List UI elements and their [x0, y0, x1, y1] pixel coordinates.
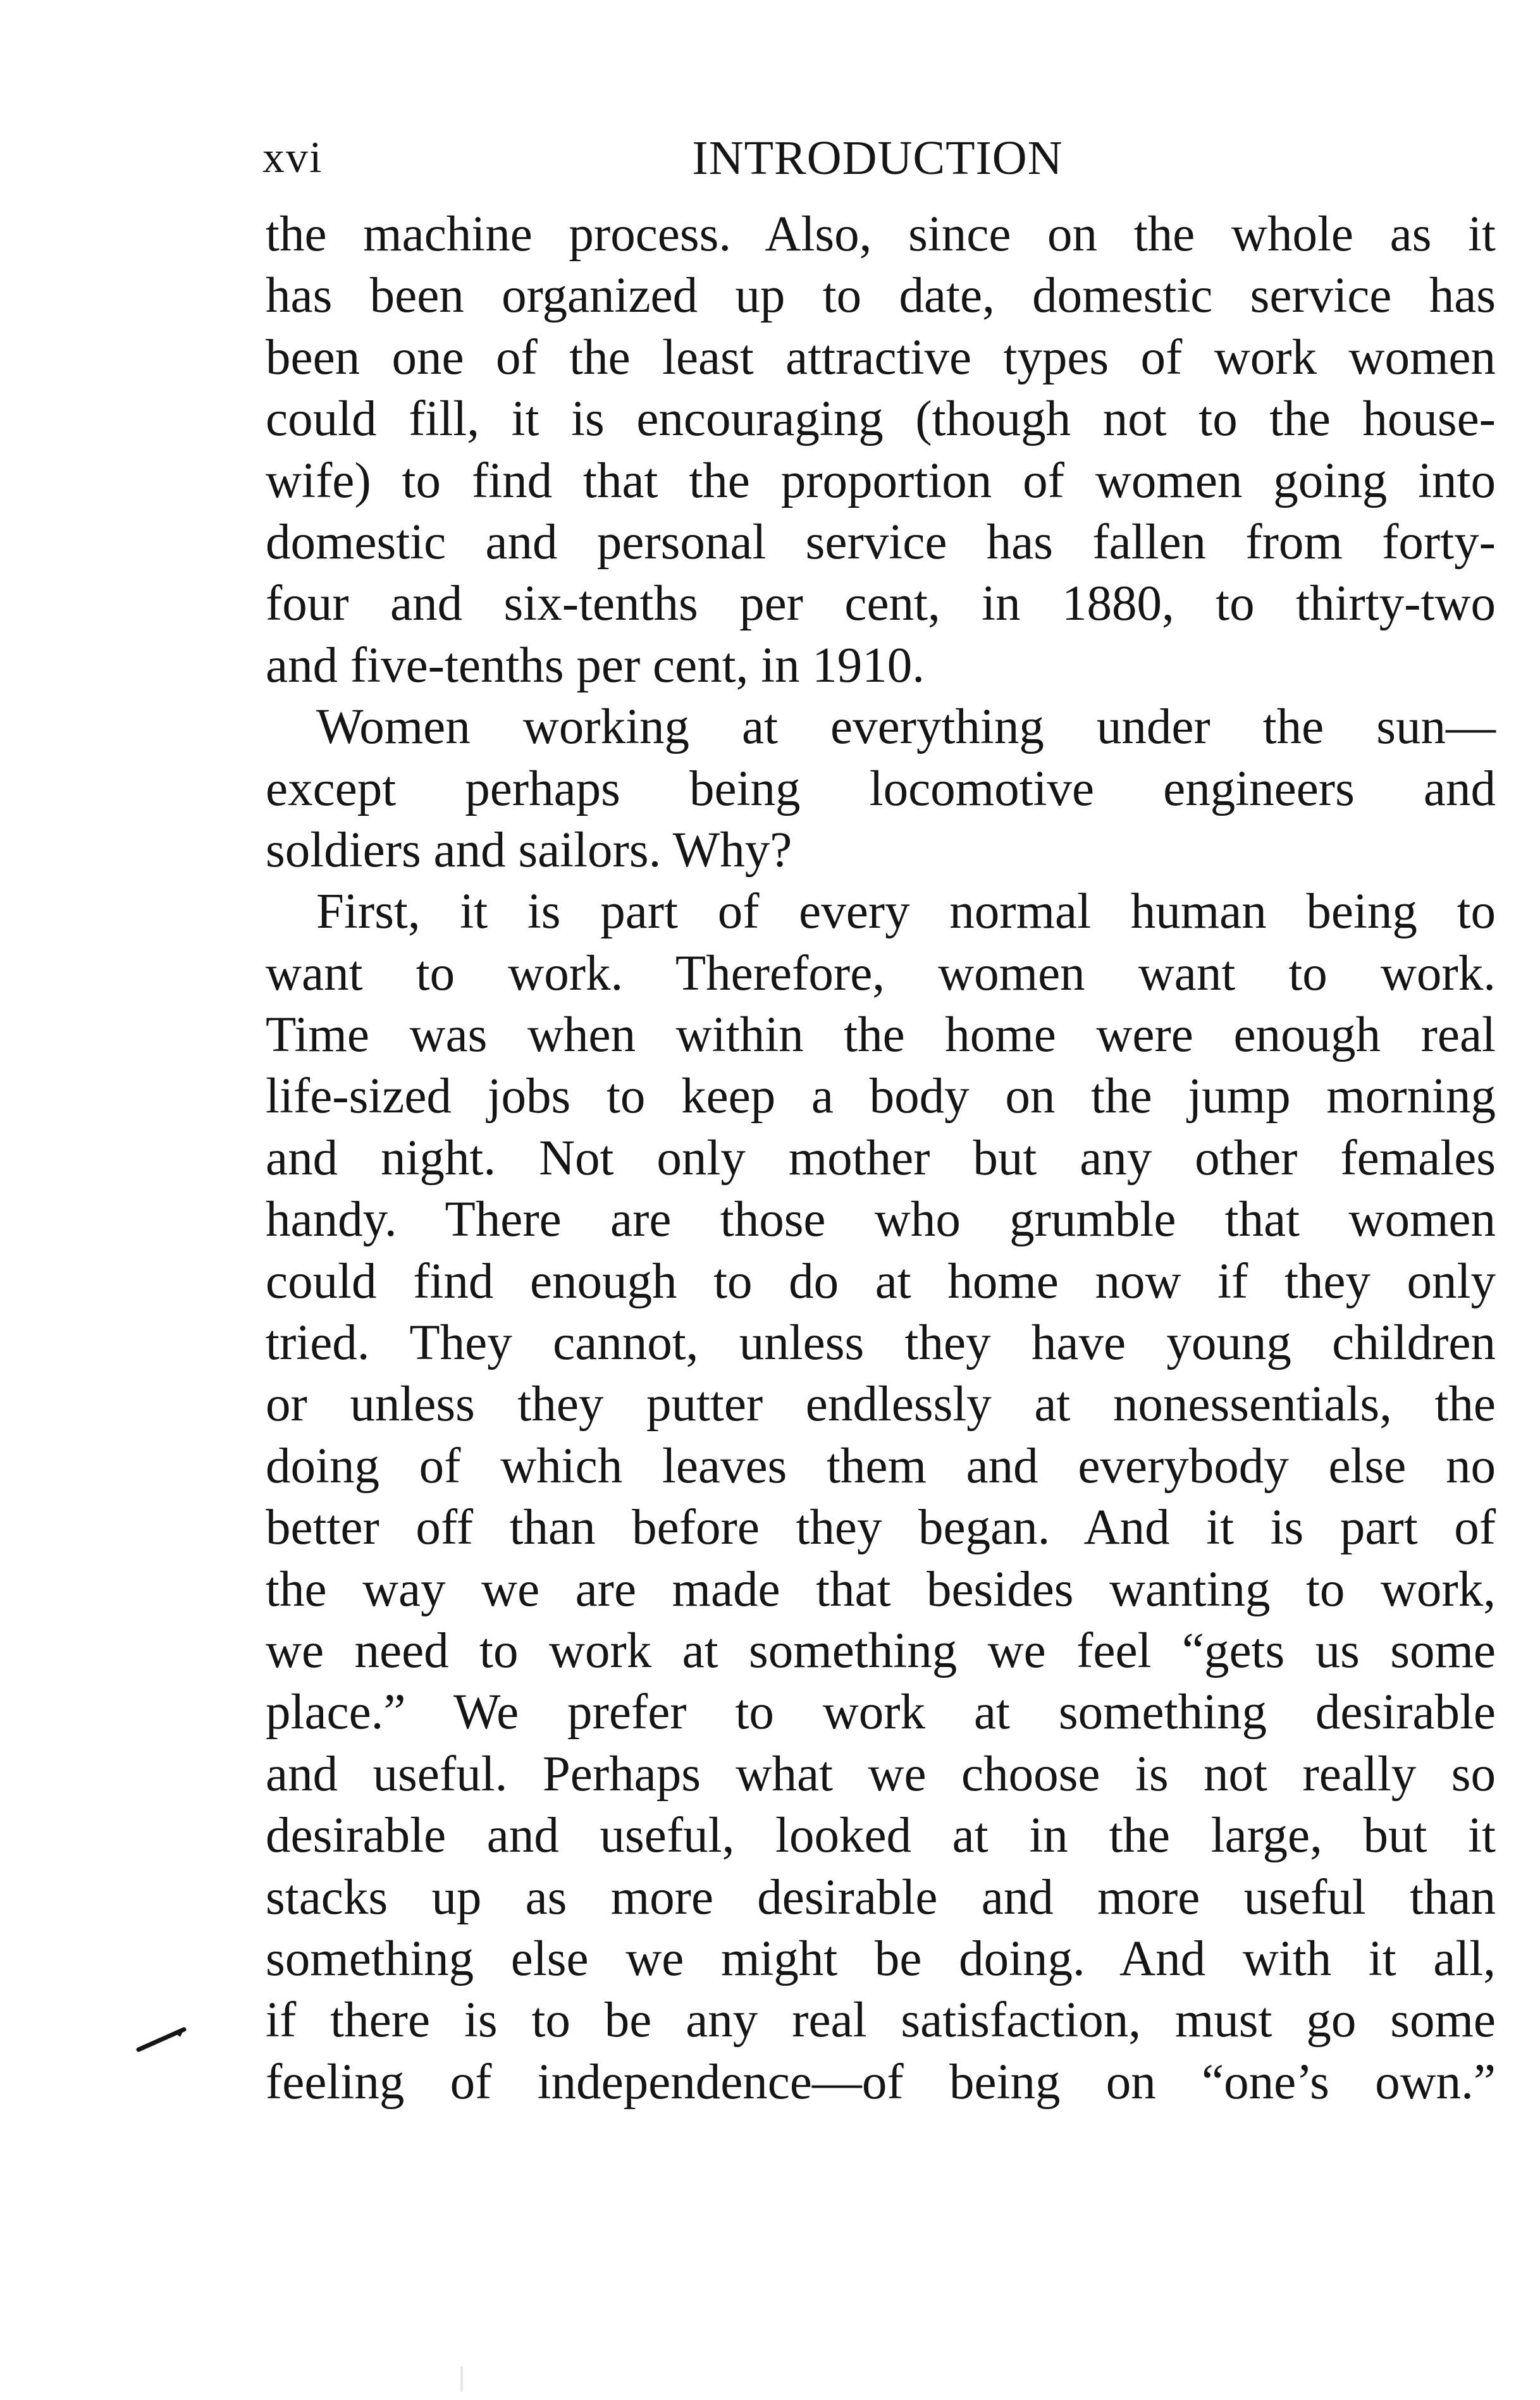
- running-title: INTRODUCTION: [692, 132, 1063, 185]
- paper-speck: [460, 2366, 463, 2392]
- text-line: something else we might be doing. And with it all,: [266, 1931, 1496, 1986]
- text-line: First, it is part of every normal human being to: [316, 884, 1496, 940]
- text-line: Women working at everything under the sun—: [316, 699, 1496, 755]
- text-line: and useful. Perhaps what we choose is not really so: [266, 1746, 1496, 1802]
- text-line: better off than before they began. And it is part of: [266, 1500, 1496, 1556]
- text-line: want to work. Therefore, women want to work.: [266, 945, 1496, 1001]
- text-line: handy. There are those who grumble that women: [266, 1192, 1496, 1248]
- text-line: the machine process. Also, since on the whole as it: [266, 207, 1496, 262]
- running-head: [262, 123, 1493, 193]
- text-line: Time was when within the home were enough real: [266, 1007, 1496, 1063]
- text-line: and night. Not only mother but any other females: [266, 1130, 1496, 1186]
- text-line: feeling of independence—of being on “one’s own.”: [266, 2054, 1496, 2110]
- text-line: desirable and useful, looked at in the large, but it: [266, 1808, 1496, 1864]
- text-line: wife) to find that the proportion of women going into: [266, 453, 1496, 508]
- body-text: [266, 204, 1496, 2113]
- text-line: could fill, it is encouraging (though not to the house-: [266, 391, 1496, 447]
- text-line: doing of which leaves them and everybody else no: [266, 1438, 1496, 1494]
- text-line: could find enough to do at home now if they only: [266, 1253, 1496, 1309]
- text-line: soldiers and sailors. Why?: [266, 822, 792, 878]
- text-line: four and six-tenths per cent, in 1880, to thirty-two: [266, 576, 1496, 632]
- text-line: we need to work at something we feel “gets us some: [266, 1623, 1496, 1678]
- text-line: the way we are made that besides wanting to work,: [266, 1561, 1496, 1617]
- text-line: life-sized jobs to keep a body on the jump morning: [266, 1069, 1496, 1124]
- text-line: or unless they putter endlessly at nonessentials, the: [266, 1377, 1496, 1432]
- pencil-mark-icon: [136, 2027, 187, 2052]
- text-line: and five-tenths per cent, in 1910.: [266, 637, 925, 693]
- page-number: xvi: [262, 133, 323, 182]
- text-line: been one of the least attractive types of work women: [266, 329, 1496, 385]
- text-line: except perhaps being locomotive engineers and: [266, 761, 1496, 816]
- text-line: stacks up as more desirable and more useful than: [266, 1869, 1496, 1925]
- text-line: tried. They cannot, unless they have young children: [266, 1315, 1496, 1371]
- text-line: place.” We prefer to work at something desirable: [266, 1685, 1496, 1740]
- text-line: if there is to be any real satisfaction, must go some: [266, 1993, 1496, 2048]
- text-line: has been organized up to date, domestic service has: [266, 268, 1496, 324]
- text-line: domestic and personal service has fallen from forty-: [266, 514, 1496, 570]
